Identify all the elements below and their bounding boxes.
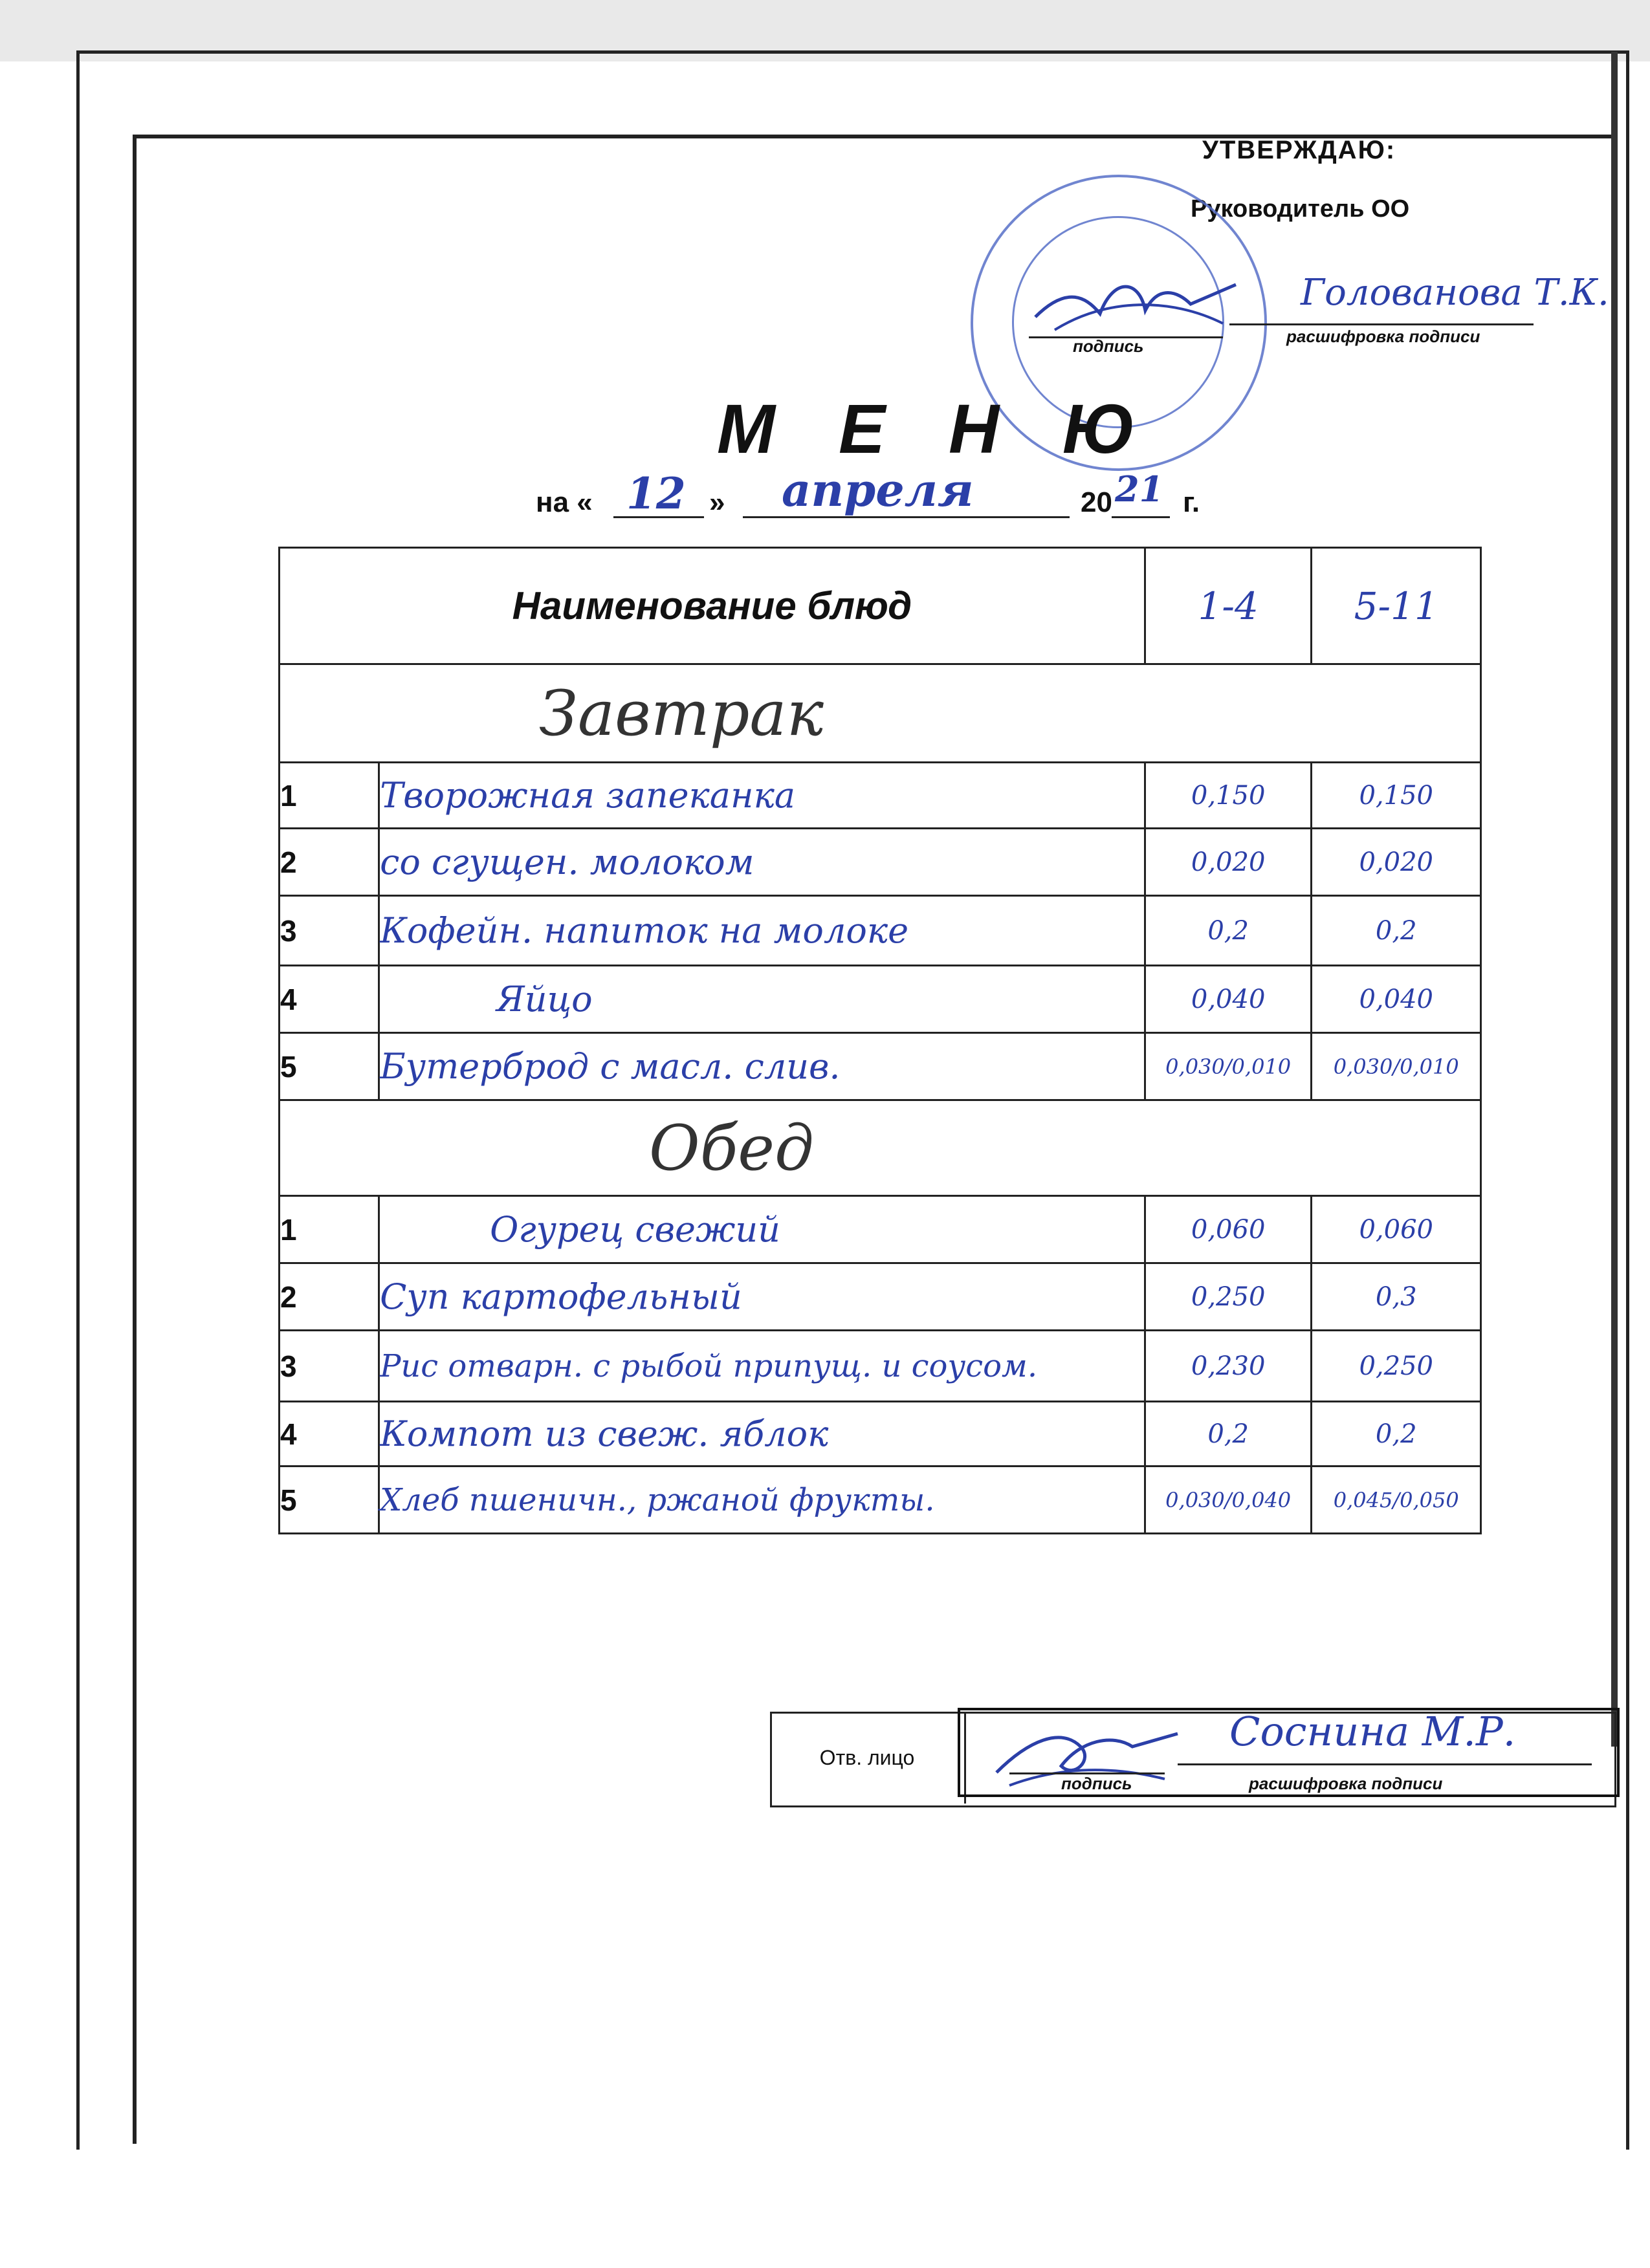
approval-title: УТВЕРЖДАЮ: [1202,136,1396,164]
qty-grade-a: 0,030/0,010 [1145,1033,1312,1100]
approval-signer-name: Голованова Т.К. [1301,272,1609,314]
date-day-close: » [709,486,725,518]
row-number: 2 [280,829,379,896]
row-number: 5 [280,1467,379,1534]
approval-decode-caption: расшифровка подписи [1286,327,1480,346]
row-number: 3 [280,1331,379,1402]
table-row [280,1402,1481,1467]
date-year: 21 [1115,468,1164,510]
dish-name: Огурец свежий [379,1196,1145,1263]
qty-grade-a: 0,020 [1145,829,1312,896]
date-month: апреля [782,463,974,517]
qty-grade-a: 0,250 [1145,1263,1312,1331]
qty-grade-a: 0,2 [1145,896,1312,966]
qty-grade-b: 0,020 [1312,829,1481,896]
header-dish-name: Наименование блюд [280,548,1145,664]
qty-grade-b: 0,060 [1312,1196,1481,1263]
qty-grade-a: 0,230 [1145,1331,1312,1402]
row-number: 1 [280,763,379,829]
responsible-label: Отв. лицо [770,1712,966,1804]
qty-grade-b: 0,030/0,010 [1312,1033,1481,1100]
document-title: М Е Н Ю [717,389,1158,468]
dish-name: со сгущен. молоком [379,829,1145,896]
qty-grade-a: 0,040 [1145,966,1312,1033]
date-day: 12 [626,468,686,519]
dish-name: Бутерброд с масл. слив. [379,1033,1145,1100]
date-year-prefix: 20 [1081,486,1112,518]
table-header-row [280,548,1481,664]
dish-name: Суп картофельный [379,1263,1145,1331]
date-prefix: на « [536,486,593,518]
qty-grade-b: 0,040 [1312,966,1481,1033]
approval-signature-icon [1029,259,1242,349]
qty-grade-a: 0,060 [1145,1196,1312,1263]
menu-table [278,547,1482,1534]
section-row-lunch [280,1100,1481,1196]
qty-grade-b: 0,3 [1312,1263,1481,1331]
responsible-decode-caption: расшифровка подписи [1249,1774,1443,1793]
row-number: 5 [280,1033,379,1100]
qty-grade-b: 0,2 [1312,896,1481,966]
table-row [280,1033,1481,1100]
table-row [280,763,1481,829]
dish-name: Хлеб пшеничн., ржаной фрукты. [379,1467,1145,1534]
qty-grade-b: 0,045/0,050 [1312,1467,1481,1534]
approval-decode-line [1229,323,1534,325]
frame-right-edge [1611,52,1618,1747]
table-row [280,1263,1481,1331]
row-number: 3 [280,896,379,966]
approval-role: Руководитель ОО [1191,195,1410,223]
responsible-name: Соснина М.Р. [1229,1708,1516,1755]
date-line [536,463,1248,524]
table-row [280,896,1481,966]
section-row-breakfast [280,664,1481,763]
table-row [280,829,1481,896]
row-number: 1 [280,1196,379,1263]
row-number: 4 [280,966,379,1033]
header-grade-b: 5-11 [1312,548,1481,664]
header-grade-a: 1-4 [1145,548,1312,664]
qty-grade-b: 0,150 [1312,763,1481,829]
qty-grade-b: 0,2 [1312,1402,1481,1467]
section-title: Завтрак [280,664,1481,763]
date-year-unit: г. [1183,486,1200,518]
date-month-underline [743,516,1070,518]
table-row [280,1196,1481,1263]
approval-signature-caption: подпись [1073,336,1144,356]
table-row [280,1331,1481,1402]
qty-grade-a: 0,150 [1145,763,1312,829]
row-number: 2 [280,1263,379,1331]
table-row [280,966,1481,1033]
qty-grade-a: 0,030/0,040 [1145,1467,1312,1534]
qty-grade-b: 0,250 [1312,1331,1481,1402]
section-title: Обед [280,1100,1481,1196]
dish-name: Рис отварн. с рыбой припущ. и соусом. [379,1331,1145,1402]
table-row [280,1467,1481,1534]
date-day-underline [613,516,704,518]
dish-name: Компот из свеж. яблок [379,1402,1145,1467]
responsible-decode-line [1178,1763,1592,1765]
dish-name: Творожная запеканка [379,763,1145,829]
responsible-signature-caption: подпись [1061,1774,1132,1793]
date-year-underline [1112,516,1170,518]
row-number: 4 [280,1402,379,1467]
qty-grade-a: 0,2 [1145,1402,1312,1467]
dish-name: Яйцо [379,966,1145,1033]
dish-name: Кофейн. напиток на молоке [379,896,1145,966]
